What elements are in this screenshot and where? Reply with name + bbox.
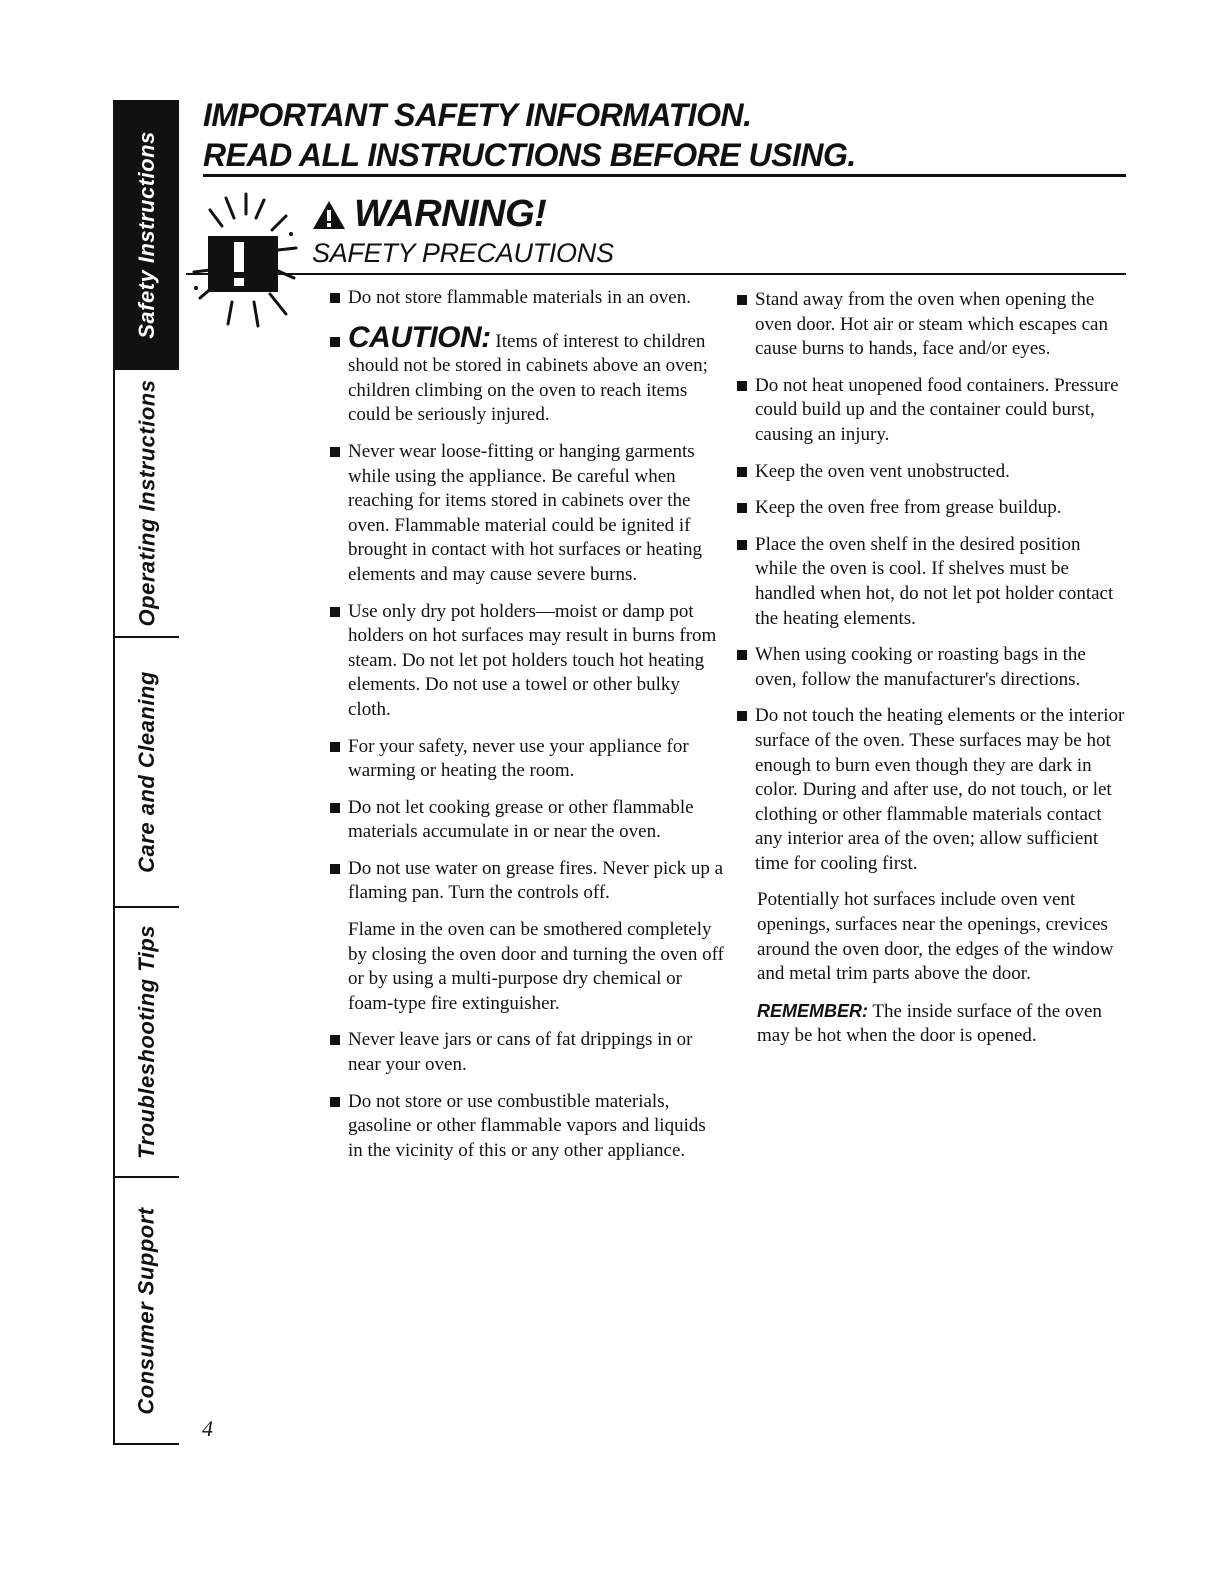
warning-heading: WARNING! — [354, 193, 547, 235]
tab-operating-instructions[interactable] — [115, 370, 179, 638]
list-item: Stand away from the oven when opening the oven door. Hot air or steam which escapes can cause burns to hands, face and/or eyes. — [737, 288, 1127, 362]
bullet-icon — [737, 503, 747, 513]
section-rule — [186, 273, 1126, 275]
bullet-icon — [330, 864, 340, 874]
left-column — [330, 286, 725, 1175]
tab-label: Safety Instructions — [134, 131, 160, 339]
bullet-icon — [330, 607, 340, 617]
bullet-icon — [330, 742, 340, 752]
list-item: When using cooking or roasting bags in the oven, follow the manufacturer's directions. — [737, 643, 1127, 692]
tab-label: Consumer Support — [134, 1206, 160, 1415]
list-item: Keep the oven free from grease buildup. — [737, 496, 1127, 521]
caution-label: CAUTION: — [348, 320, 491, 354]
bullet-icon — [330, 293, 340, 303]
tab-label: Operating Instructions — [134, 379, 160, 627]
warning-title — [312, 193, 546, 236]
list-item: Do not let cooking grease or other flammable materials accumulate in or near the oven. — [330, 796, 725, 845]
right-column — [737, 288, 1127, 1061]
list-item: Do not use water on grease fires. Never pick up a flaming pan. Turn the controls off. — [330, 857, 725, 906]
caution-text: Items of interest to children should not be stored in cabinets above an oven; children climbing on the oven to reach items could be seriously injured. — [348, 330, 708, 426]
tab-safety-instructions[interactable] — [115, 102, 179, 370]
list-item: Keep the oven vent unobstructed. — [737, 460, 1127, 485]
bullet-icon — [737, 711, 747, 721]
caution-item — [330, 320, 725, 428]
bullet-icon — [330, 1097, 340, 1107]
list-item: Do not store flammable materials in an oven. — [330, 286, 725, 311]
list-item: Do not touch the heating elements or the interior surface of the oven. These surfaces may be hot enough to burn even though they are dark in color. During and after use, do not touch, or let clothing or other flammable materials contact any interior area of the oven; allow sufficient time for cooling first. — [737, 704, 1127, 876]
side-tabs — [113, 100, 179, 1445]
warning-triangle-icon — [312, 199, 346, 231]
paragraph: Flame in the oven can be smothered completely by closing the oven door and turning the oven off or by using a multi-purpose dry chemical or foam-type fire extinguisher. — [348, 919, 724, 1014]
tab-care-and-cleaning[interactable] — [115, 638, 179, 908]
header-rule — [203, 174, 1126, 177]
tab-troubleshooting-tips[interactable] — [115, 908, 179, 1178]
tab-label: Troubleshooting Tips — [134, 924, 160, 1160]
bullet-icon — [737, 467, 747, 477]
header-line-1: IMPORTANT SAFETY INFORMATION. — [203, 97, 752, 133]
bullet-icon — [737, 381, 747, 391]
list-item: For your safety, never use your appliance for warming or heating the room. — [330, 735, 725, 784]
list-item: Do not store or use combustible materials, gasoline or other flammable vapors and liquids in the vicinity of this or any other appliance. — [330, 1090, 725, 1164]
bullet-icon — [330, 803, 340, 813]
paragraph: Potentially hot surfaces include oven vent openings, surfaces near the openings, crevices around the oven door, the edges of the window and metal trim parts above the door. — [757, 889, 1114, 985]
warning-burst-icon — [186, 186, 306, 336]
bullet-icon — [737, 650, 747, 660]
remember-text: The inside surface of the oven may be hot when the door is opened. — [757, 1000, 1102, 1047]
page-header — [203, 95, 1128, 175]
list-item: Do not heat unopened food containers. Pressure could build up and the container could burst, causing an injury. — [737, 374, 1127, 448]
header-line-2: READ ALL INSTRUCTIONS BEFORE USING. — [203, 137, 856, 173]
tab-label: Care and Cleaning — [134, 671, 159, 873]
tab-consumer-support[interactable] — [115, 1178, 179, 1443]
bullet-icon — [330, 447, 340, 457]
list-item: Use only dry pot holders—moist or damp pot holders on hot surfaces may result in burns from steam. Do not let pot holders touch hot heating elements. Do not use a towel or other bulky cloth. — [330, 600, 725, 723]
remember-note — [737, 999, 1127, 1049]
bullet-icon — [737, 540, 747, 550]
list-item: Never leave jars or cans of fat drippings in or near your oven. — [330, 1028, 725, 1077]
bullet-icon — [330, 337, 340, 347]
list-item: Never wear loose-fitting or hanging garments while using the appliance. Be careful when reaching for items stored in cabinets over the oven. Flammable material could be ignited if brought in contact with hot surfaces or heating elements and may cause severe burns. — [330, 440, 725, 588]
remember-label: REMEMBER: — [757, 1000, 868, 1021]
safety-precautions-heading: SAFETY PRECAUTIONS — [312, 238, 614, 268]
bullet-icon — [330, 1035, 340, 1045]
bullet-icon — [737, 295, 747, 305]
list-item: Place the oven shelf in the desired position while the oven is cool. If shelves must be handled when hot, do not let pot holder contact the heating elements. — [737, 533, 1127, 631]
page-number: 4 — [202, 1416, 213, 1441]
